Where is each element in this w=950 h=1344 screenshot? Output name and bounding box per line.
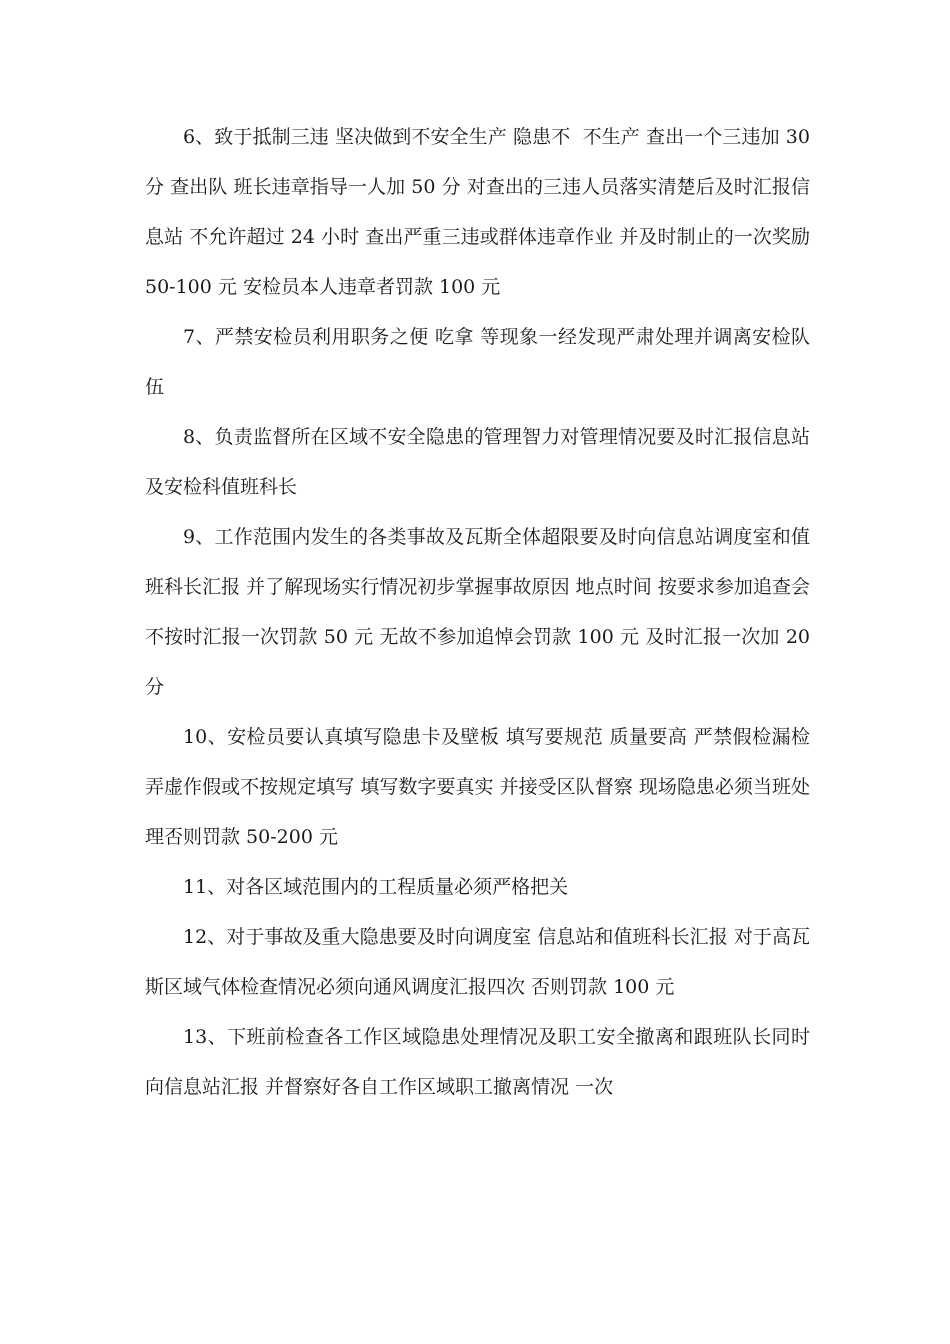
paragraph-item-6: 6、致于抵制三违 坚决做到不安全生产 隐患不 不生产 查出一个三违加 30 分 查出队 班长违章指导一人加 50 分 对查出的三违人员落实清楚后及时汇报信息站 不允许超过 24 小时 查出严重三违或群体违章作业 并及时制止的一次奖励 50-100 元 安检员本人违章者罚款 100 元 xyxy=(145,126,817,298)
paragraph-item-11: 11、对各区域范围内的工程质量必须严格把关 xyxy=(183,876,569,898)
document-page xyxy=(145,112,817,1112)
paragraph-item-8: 8、负责监督所在区域不安全隐患的管理智力对管理情况要及时汇报信息站及安检科值班科长 xyxy=(145,426,810,498)
paragraph-item-13: 13、下班前检查各工作区域隐患处理情况及职工安全撤离和跟班队长同时向信息站汇报 并督察好各自工作区域职工撤离情况 一次 xyxy=(145,1026,810,1098)
paragraph-item-7: 7、严禁安检员利用职务之便 吃拿 等现象一经发现严肃处理并调离安检队伍 xyxy=(145,326,810,398)
paragraph-item-10: 10、安检员要认真填写隐患卡及壁板 填写要规范 质量要高 严禁假检漏检 弄虚作假或不按规定填写 填写数字要真实 并接受区队督察 现场隐患必须当班处理否则罚款 50-200 元 xyxy=(145,726,817,848)
paragraph-item-9: 9、工作范围内发生的各类事故及瓦斯全体超限要及时向信息站调度室和值班科长汇报 并了解现场实行情况初步掌握事故原因 地点时间 按要求参加追查会 不按时汇报一次罚款 50 元 无故不参加追悼会罚款 100 元 及时汇报一次加 20 分 xyxy=(145,526,817,698)
paragraph-item-12: 12、对于事故及重大隐患要及时向调度室 信息站和值班科长汇报 对于高瓦斯区域气体检查情况必须向通风调度汇报四次 否则罚款 100 元 xyxy=(145,926,810,998)
